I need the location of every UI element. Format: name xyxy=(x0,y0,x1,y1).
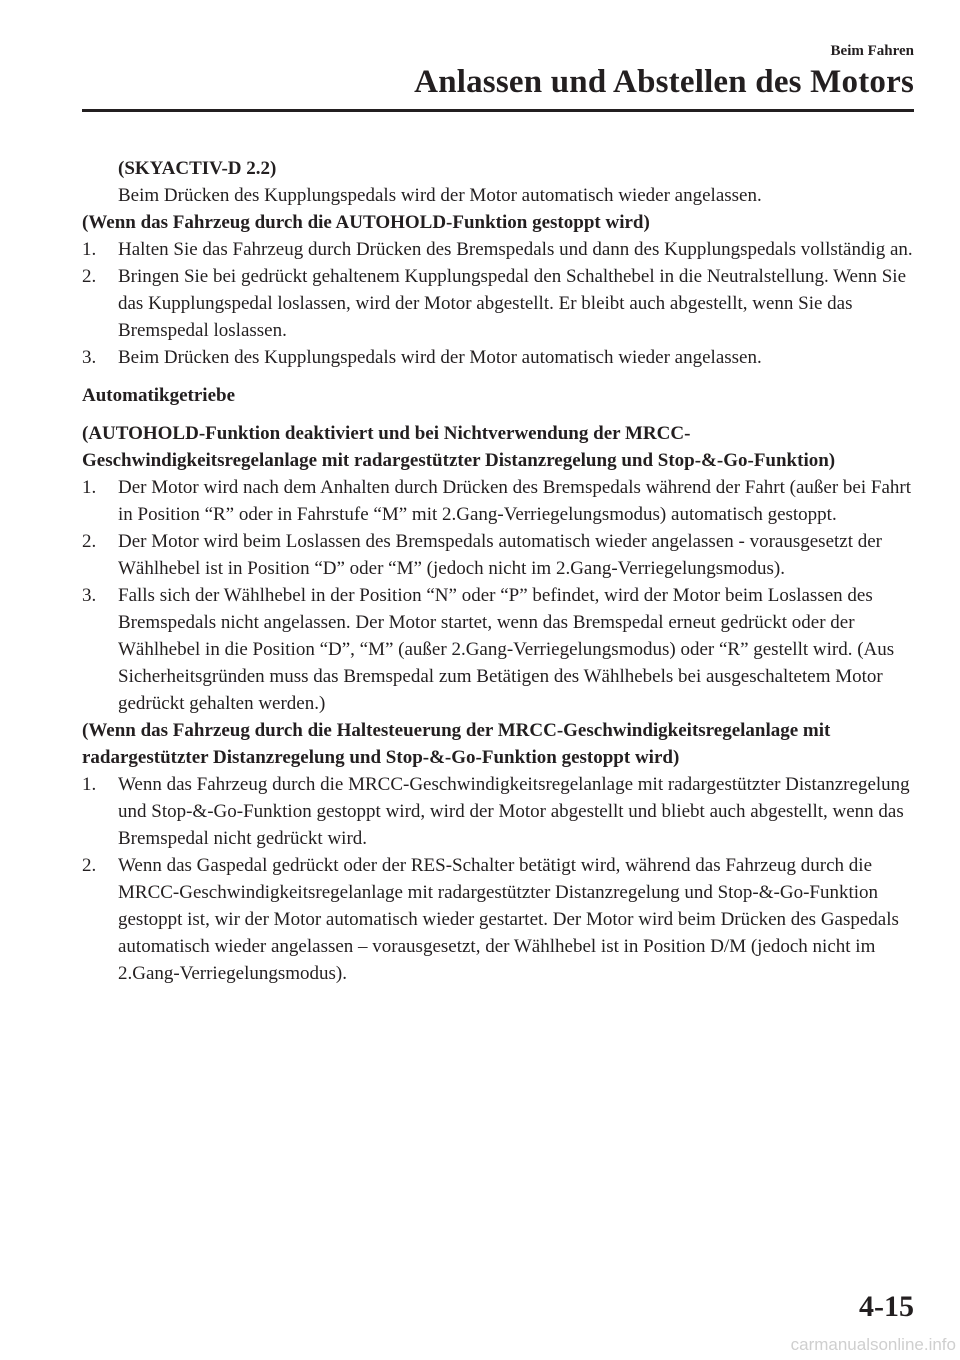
autohold-steps xyxy=(82,236,914,371)
list-number: 2. xyxy=(82,855,97,876)
list-number: 2. xyxy=(82,266,97,287)
list-text: Wenn das Fahrzeug durch die MRCC-Geschwindigkeitsregelanlage mit radargestützter Distanzregelung und Stop-&-Go-Funktion gestoppt wird, wird der Motor abgestellt und bliebt auch abgestellt, wenn das Bremspedal nicht gedrückt wird. xyxy=(118,774,910,849)
list-number: 3. xyxy=(82,585,97,606)
list-item xyxy=(82,474,914,528)
mrcc-steps xyxy=(82,771,914,987)
list-item xyxy=(82,771,914,852)
skyactiv-heading: (SKYACTIV-D 2.2) xyxy=(118,158,277,179)
list-item xyxy=(82,263,914,344)
list-item xyxy=(82,344,914,371)
chapter-title: Anlassen und Abstellen des Motors xyxy=(414,64,914,100)
list-number: 1. xyxy=(82,239,97,260)
running-header xyxy=(414,42,914,102)
page-content xyxy=(82,155,914,987)
deactivated-steps xyxy=(82,474,914,717)
autohold-heading: (Wenn das Fahrzeug durch die AUTOHOLD-Funktion gestoppt wird) xyxy=(82,212,650,233)
list-number: 1. xyxy=(82,477,97,498)
list-number: 1. xyxy=(82,774,97,795)
list-text: Halten Sie das Fahrzeug durch Drücken des Bremspedals und dann des Kupplungspedals vollständig an. xyxy=(118,239,913,260)
list-text: Der Motor wird beim Loslassen des Bremspedals automatisch wieder angelassen - vorausgesetzt der Wählhebel ist in Position “D” oder “M” (jedoch nicht im 2.Gang-Verriegelungsmodus). xyxy=(118,531,882,579)
watermark: carmanualsonline.info xyxy=(790,1335,956,1354)
list-text: Der Motor wird nach dem Anhalten durch Drücken des Bremspedals während der Fahrt (außer bei Fahrt in Position “R” oder in Fahrstufe “M” mit 2.Gang-Verriegelungsmodus) automatisch gestoppt. xyxy=(118,477,911,525)
list-item xyxy=(82,236,914,263)
list-text: Bringen Sie bei gedrückt gehaltenem Kupplungspedal den Schalthebel in die Neutralstellung. Wenn Sie das Kupplungspedal loslassen, wird der Motor abgestellt. Er bleibt auch abgestellt, wenn Sie das Bremspedal loslassen. xyxy=(118,266,907,341)
list-number: 2. xyxy=(82,531,97,552)
list-number: 3. xyxy=(82,347,97,368)
list-text: Beim Drücken des Kupplungspedals wird der Motor automatisch wieder angelassen. xyxy=(118,347,762,368)
header-rule xyxy=(82,109,914,112)
list-text: Falls sich der Wählhebel in der Position “N” oder “P” befindet, wird der Motor beim Loslassen des Bremspedals nicht angelassen. Der Motor startet, wenn das Bremspedal erneut gedrückt oder der Wählhebel in die Position “D”, “M” (außer 2.Gang-Verriegelungsmodus) oder “R” gestellt wird. (Aus Sicherheitsgründen muss das Bremspedal zum Betätigen des Wählhebels bei ausgeschaltetem Motor gedrückt gehalten werden.) xyxy=(118,585,895,714)
list-item xyxy=(82,582,914,717)
list-item xyxy=(82,528,914,582)
mrcc-heading: (Wenn das Fahrzeug durch die Haltesteuerung der MRCC-Geschwindigkeitsregelanlage mit radargestützter Distanzregelung und Stop-&-Go-Funktion gestoppt wird) xyxy=(82,720,831,768)
deactivated-heading: (AUTOHOLD-Funktion deaktiviert und bei Nichtverwendung der MRCC-Geschwindigkeitsregelanlage mit radargestützter Distanzregelung und Stop-&-Go-Funktion) xyxy=(82,423,836,471)
list-text: Wenn das Gaspedal gedrückt oder der RES-Schalter betätigt wird, während das Fahrzeug durch die MRCC-Geschwindigkeitsregelanlage mit radargestützter Distanzregelung und Stop-&-Go-Funktion gestoppt ist, wir der Motor automatisch wieder gestartet. Der Motor wird beim Drücken des Gaspedals automatisch wieder angelassen – vorausgesetzt, der Wählhebel ist in Position D/M (jedoch nicht im 2.Gang-Verriegelungsmodus). xyxy=(118,855,899,984)
page-number: 4-15 xyxy=(859,1290,914,1323)
automatic-heading: Automatikgetriebe xyxy=(82,385,236,406)
section-title: Beim Fahren xyxy=(830,43,914,59)
skyactiv-text: Beim Drücken des Kupplungspedals wird der Motor automatisch wieder angelassen. xyxy=(118,185,762,206)
list-item xyxy=(82,852,914,987)
